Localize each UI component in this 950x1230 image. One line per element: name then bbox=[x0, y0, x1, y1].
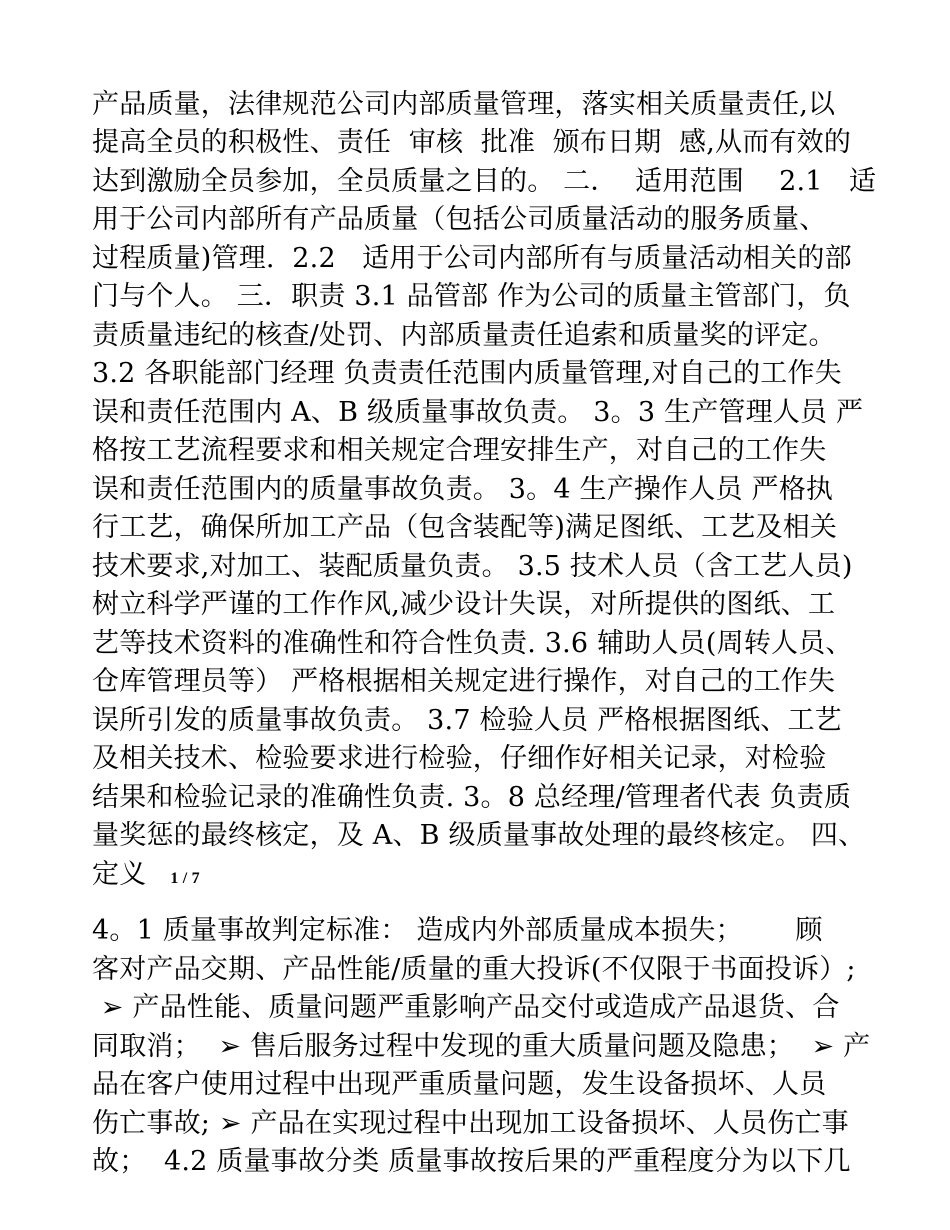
text-line: 仓库管理员等） 严格根据相关规定进行操作，对自己的工作失 bbox=[92, 666, 836, 697]
text-line: 技术要求,对加工、装配质量负责。 3.5 技术人员（含工艺人员) bbox=[92, 551, 853, 582]
text-line: 达到激励全员参加，全员质量之目的。 二． 适用范围 2.1 适 bbox=[92, 166, 877, 197]
text-line: 门与个人。 三．职责 3.1 品管部 作为公司的质量主管部门，负 bbox=[92, 281, 851, 312]
text-line: ➢ 产品性能、质量问题严重影响产品交付或造成产品退货、合 bbox=[92, 992, 840, 1023]
text-line: 4。1 质量事故判定标准： 造成内外部质量成本损失； 顾 bbox=[92, 915, 823, 946]
text-line: 量奖惩的最终核定，及 A、B 级质量事故处理的最终核定。 四、 bbox=[92, 820, 866, 851]
text-line: 3.2 各职能部门经理 负责责任范围内质量管理,对自己的工作失 bbox=[92, 358, 842, 389]
text-line: 误和责任范围内的质量事故负责。 3。4 生产操作人员 严格执 bbox=[92, 474, 834, 505]
text-line: 品在客户使用过程中出现严重质量问题，发生设备损坏、人员 bbox=[92, 1069, 827, 1100]
text-line: 误所引发的质量事故负责。 3.7 检验人员 严格根据图纸、工艺 bbox=[92, 705, 842, 736]
text-line: 艺等技术资料的准确性和符合性负责. 3.6 辅助人员(周转人员、 bbox=[92, 628, 853, 659]
text-line: 故； 4.2 质量事故分类 质量事故按后果的严重程度分为以下几 bbox=[92, 1146, 851, 1177]
text-line: 同取消； ➢ 售后服务过程中发现的重大质量问题及隐患； ➢ 产 bbox=[92, 1031, 871, 1062]
text-line: 责质量违纪的核查/处罚、内部质量责任追索和质量奖的评定。 bbox=[92, 320, 836, 351]
page-number: 1 / 7 bbox=[170, 870, 200, 887]
text-line: 误和责任范围内 A、B 级质量事故负责。 3。3 生产管理人员 严 bbox=[92, 397, 864, 428]
text-line: 客对产品交期、产品性能/质量的重大投诉(不仅限于书面投诉）; bbox=[92, 954, 856, 985]
text-line: 过程质量)管理. 2.2 适用于公司内部所有与质量活动相关的部 bbox=[92, 243, 852, 274]
text-line: 结果和检验记录的准确性负责. 3。8 总经理/管理者代表 负责质 bbox=[92, 782, 852, 813]
text-line: 及相关技术、检验要求进行检验，仔细作好相关记录，对检验 bbox=[92, 743, 827, 774]
text-line: 用于公司内部所有产品质量（包括公司质量活动的服务质量、 bbox=[92, 204, 827, 235]
text-line: 格按工艺流程要求和相关规定合理安排生产，对自己的工作失 bbox=[92, 435, 827, 466]
text-line: 产品质量，法律规范公司内部质量管理，落实相关质量责任,以 bbox=[92, 89, 836, 120]
text-line: 行工艺，确保所加工产品（包含装配等)满足图纸、工艺及相关 bbox=[92, 512, 838, 543]
text-line: 树立科学严谨的工作作风,减少设计失误，对所提供的图纸、工 bbox=[92, 589, 836, 620]
text-line: 定义 bbox=[92, 859, 147, 890]
text-line-with-page-number bbox=[92, 856, 200, 894]
text-line: 伤亡事故; ➢ 产品在实现过程中出现加工设备损坏、人员伤亡事 bbox=[92, 1108, 849, 1139]
text-line: 提高全员的积极性、责任 审核 批准 颁布日期 感,从而有效的 bbox=[92, 127, 852, 158]
